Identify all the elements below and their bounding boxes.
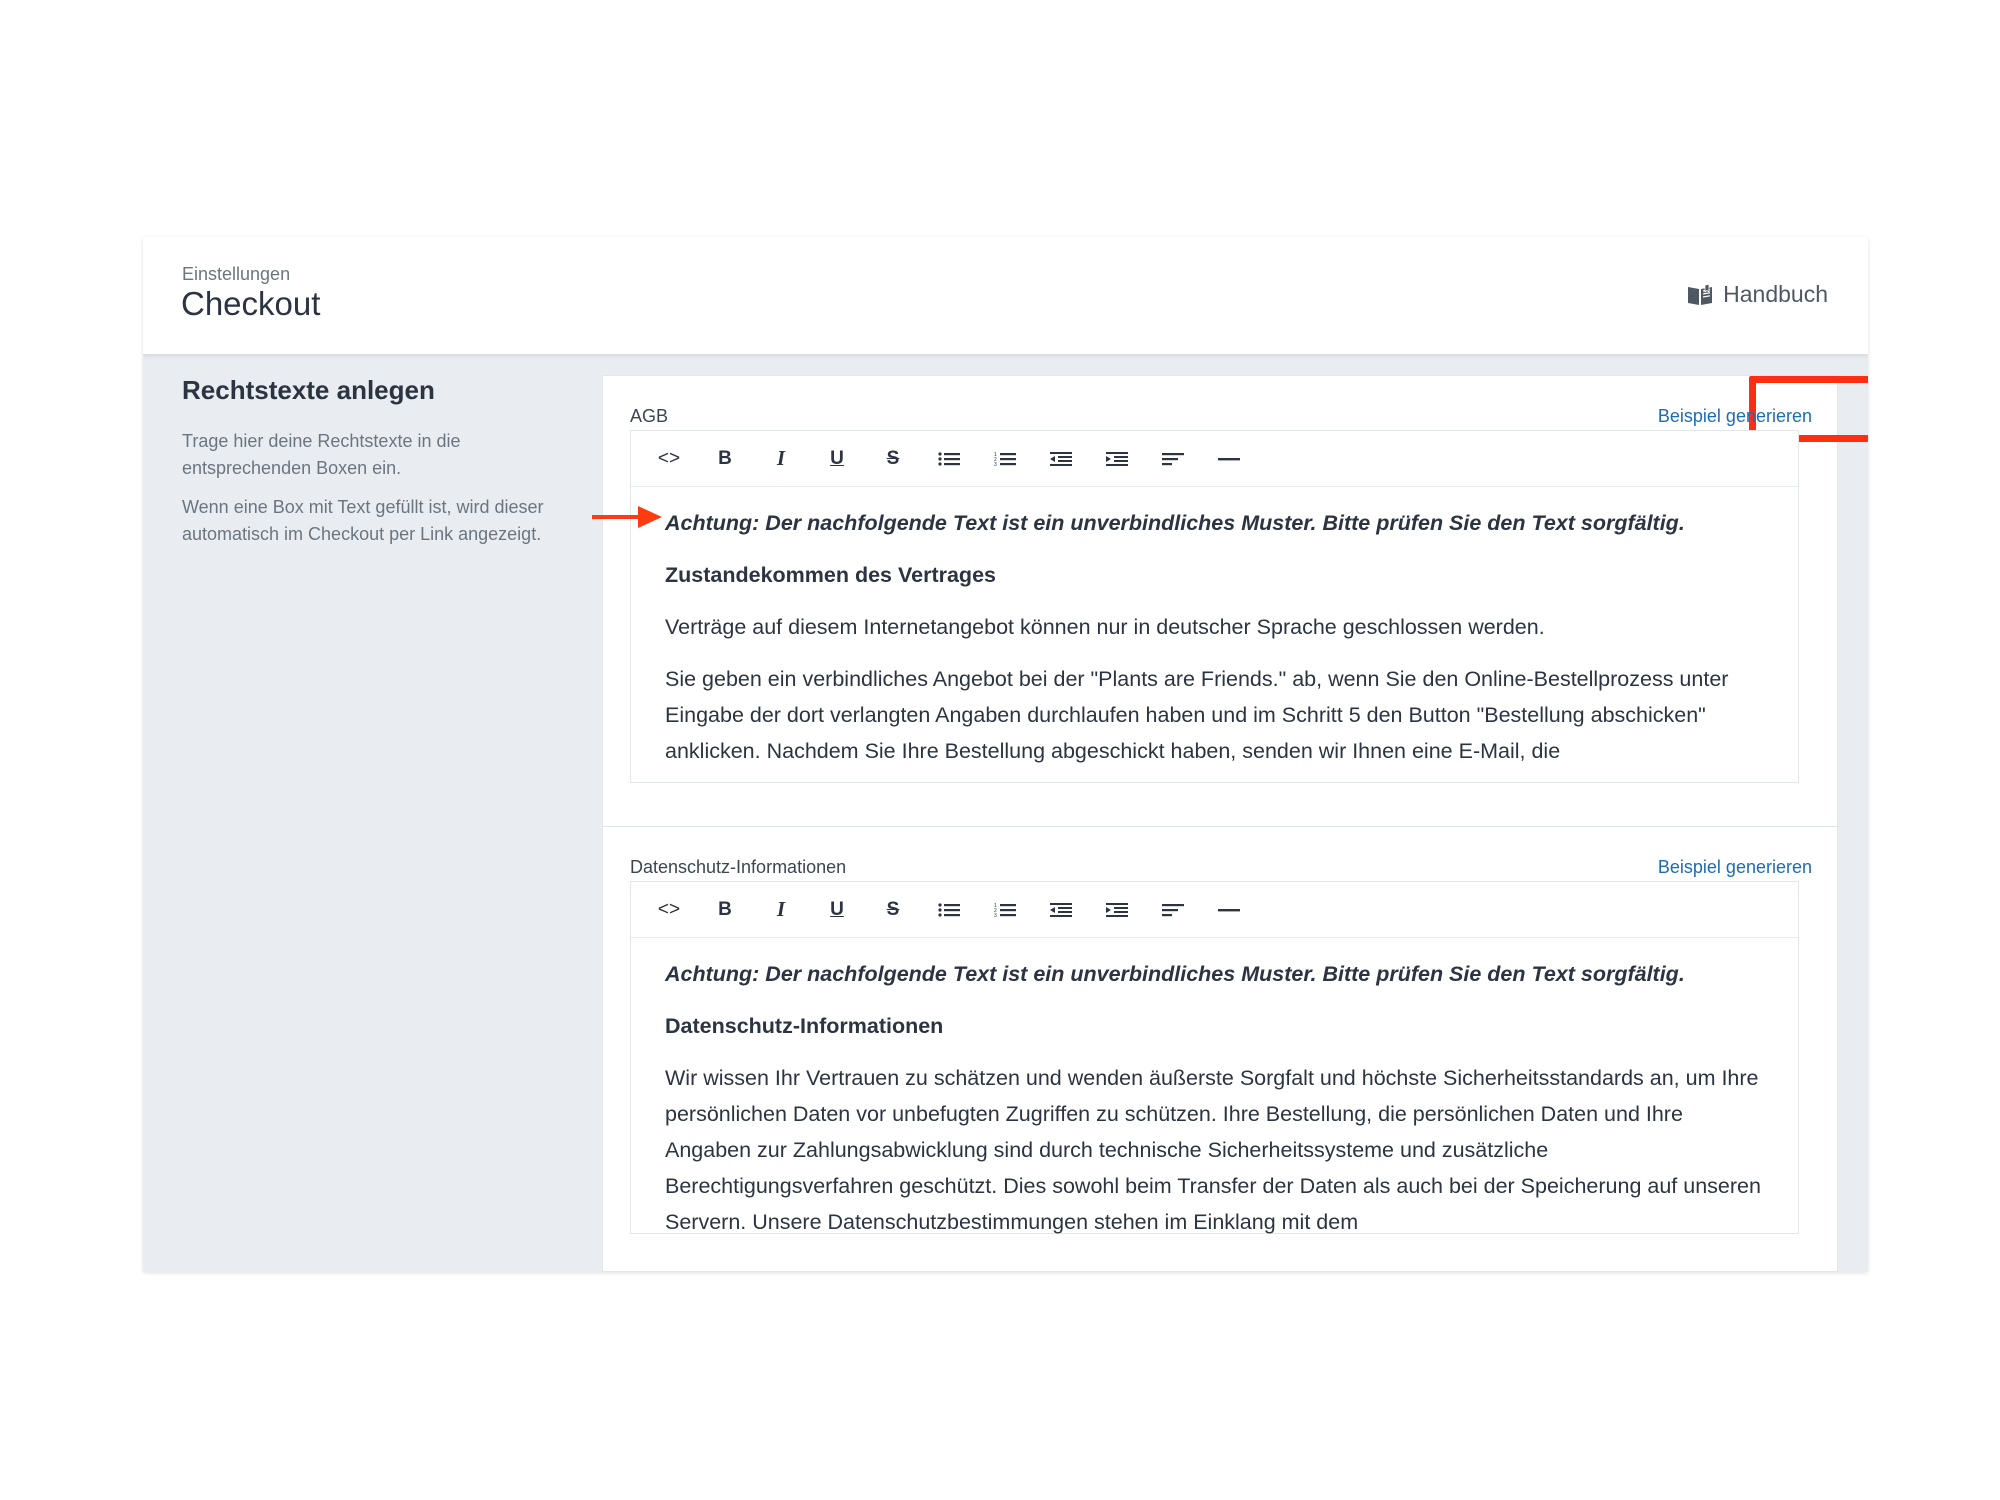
agb-editor-toolbar xyxy=(631,431,1798,487)
privacy-align-button[interactable] xyxy=(1145,882,1201,937)
breadcrumb[interactable]: Einstellungen xyxy=(182,264,291,284)
svg-text:1: 1 xyxy=(994,451,997,458)
agb-align-button[interactable] xyxy=(1145,431,1201,486)
agb-editor[interactable] xyxy=(630,430,1799,783)
agb-label: AGB xyxy=(630,406,669,426)
horizontal-rule-icon xyxy=(1218,902,1240,918)
agb-code-view-button[interactable]: <> xyxy=(657,447,681,469)
agb-strikethrough-button[interactable]: S xyxy=(886,447,900,469)
agb-numbered-list-button[interactable] xyxy=(977,431,1033,486)
agb-editor-section xyxy=(603,376,1839,827)
page-title: Checkout xyxy=(181,285,321,322)
privacy-horizontal-rule-button[interactable] xyxy=(1201,882,1257,937)
outdent-icon xyxy=(1050,451,1072,467)
manual-link-label: Handbuch xyxy=(1723,281,1828,307)
privacy-editor-content[interactable] xyxy=(631,938,1798,1235)
privacy-bullet-list-button[interactable] xyxy=(921,882,977,937)
agb-indent-button[interactable] xyxy=(1089,431,1145,486)
agb-outdent-button[interactable] xyxy=(1033,431,1089,486)
section-description-1: Trage hier deine Rechtstexte in die entsprechenden Boxen ein. xyxy=(182,431,461,478)
bullet-list-icon xyxy=(938,451,960,467)
section-title: Rechtstexte anlegen xyxy=(182,375,435,405)
numbered-list-icon xyxy=(994,902,1016,918)
svg-text:3: 3 xyxy=(994,461,997,467)
numbered-list-icon xyxy=(994,451,1016,467)
manual-link[interactable] xyxy=(1687,281,1828,308)
privacy-editor-toolbar xyxy=(631,882,1798,938)
book-icon xyxy=(1687,284,1713,306)
privacy-italic-button[interactable]: I xyxy=(776,897,786,921)
svg-text:3: 3 xyxy=(994,912,997,918)
privacy-underline-button[interactable]: U xyxy=(830,898,844,920)
agb-paragraph-1: Verträge auf diesem Internetangebot können nur in deutscher Sprache geschlossen werden. xyxy=(665,615,1545,639)
privacy-strikethrough-button[interactable]: S xyxy=(886,898,900,920)
indent-icon xyxy=(1106,902,1128,918)
section-description-2: Wenn eine Box mit Text gefüllt ist, wird dieser automatisch im Checkout per Link angezeigt. xyxy=(182,497,544,544)
privacy-code-view-button[interactable]: <> xyxy=(657,898,681,920)
align-left-icon xyxy=(1162,902,1184,918)
privacy-notice: Achtung: Der nachfolgende Text ist ein unverbindliches Muster. Bitte prüfen Sie den Text sorgfältig. xyxy=(665,962,1685,986)
privacy-paragraph-1: Wir wissen Ihr Vertrauen zu schätzen und wenden äußerste Sorgfalt und höchste Sicherheitsstandards an, um Ihre persönlichen Daten vor unbefugten Zugriffen zu schützen. Ihre Bestellung, die persönlichen Daten und Ihre Angaben zur Zahlungsabwicklung sind durch technische Sicherheitssysteme und zusätzliche Berechtigungsverfahren geschützt. Dies sowohl beim Transfer der Daten als auch bei der Speicherung auf unseren Servern. Unsere Datenschutzbestimmungen stehen im Einklang mit dem xyxy=(665,1066,1761,1234)
svg-text:1: 1 xyxy=(994,902,997,909)
svg-text:2: 2 xyxy=(994,907,997,914)
page-header xyxy=(143,237,1868,355)
bullet-list-icon xyxy=(938,902,960,918)
agb-notice: Achtung: Der nachfolgende Text ist ein unverbindliches Muster. Bitte prüfen Sie den Text sorgfältig. xyxy=(665,511,1685,535)
legal-texts-card xyxy=(602,375,1838,1272)
privacy-generate-example-link[interactable]: Beispiel generieren xyxy=(1657,857,1812,877)
agb-horizontal-rule-button[interactable] xyxy=(1201,431,1257,486)
privacy-heading: Datenschutz-Informationen xyxy=(665,1014,944,1038)
agb-bold-button[interactable]: B xyxy=(718,447,732,469)
privacy-label: Datenschutz-Informationen xyxy=(630,857,847,877)
agb-underline-button[interactable]: U xyxy=(830,447,844,469)
agb-generate-example-link[interactable]: Beispiel generieren xyxy=(1657,406,1812,426)
agb-bullet-list-button[interactable] xyxy=(921,431,977,486)
align-left-icon xyxy=(1162,451,1184,467)
checkout-settings-panel xyxy=(143,237,1868,1272)
agb-editor-content[interactable] xyxy=(631,487,1798,784)
svg-text:2: 2 xyxy=(994,456,997,463)
annotation-arrow-icon xyxy=(590,503,664,531)
privacy-numbered-list-button[interactable] xyxy=(977,882,1033,937)
outdent-icon xyxy=(1050,902,1072,918)
privacy-bold-button[interactable]: B xyxy=(718,898,732,920)
privacy-outdent-button[interactable] xyxy=(1033,882,1089,937)
agb-heading: Zustandekommen des Vertrages xyxy=(665,563,996,587)
horizontal-rule-icon xyxy=(1218,451,1240,467)
agb-paragraph-2: Sie geben ein verbindliches Angebot bei der "Plants are Friends." ab, wenn Sie den Online-Bestellprozess unter Eingabe der dort verlangten Angaben durchlaufen haben und im Schritt 5 den Button "Bestellung abschicken" anklicken. Nachdem Sie Ihre Bestellung abgeschickt haben, senden wir Ihnen eine E-Mail, die xyxy=(665,667,1729,763)
indent-icon xyxy=(1106,451,1128,467)
privacy-editor-section xyxy=(603,827,1839,1272)
sidebar-description xyxy=(182,375,572,560)
privacy-indent-button[interactable] xyxy=(1089,882,1145,937)
privacy-editor[interactable] xyxy=(630,881,1799,1234)
agb-italic-button[interactable]: I xyxy=(776,446,786,470)
